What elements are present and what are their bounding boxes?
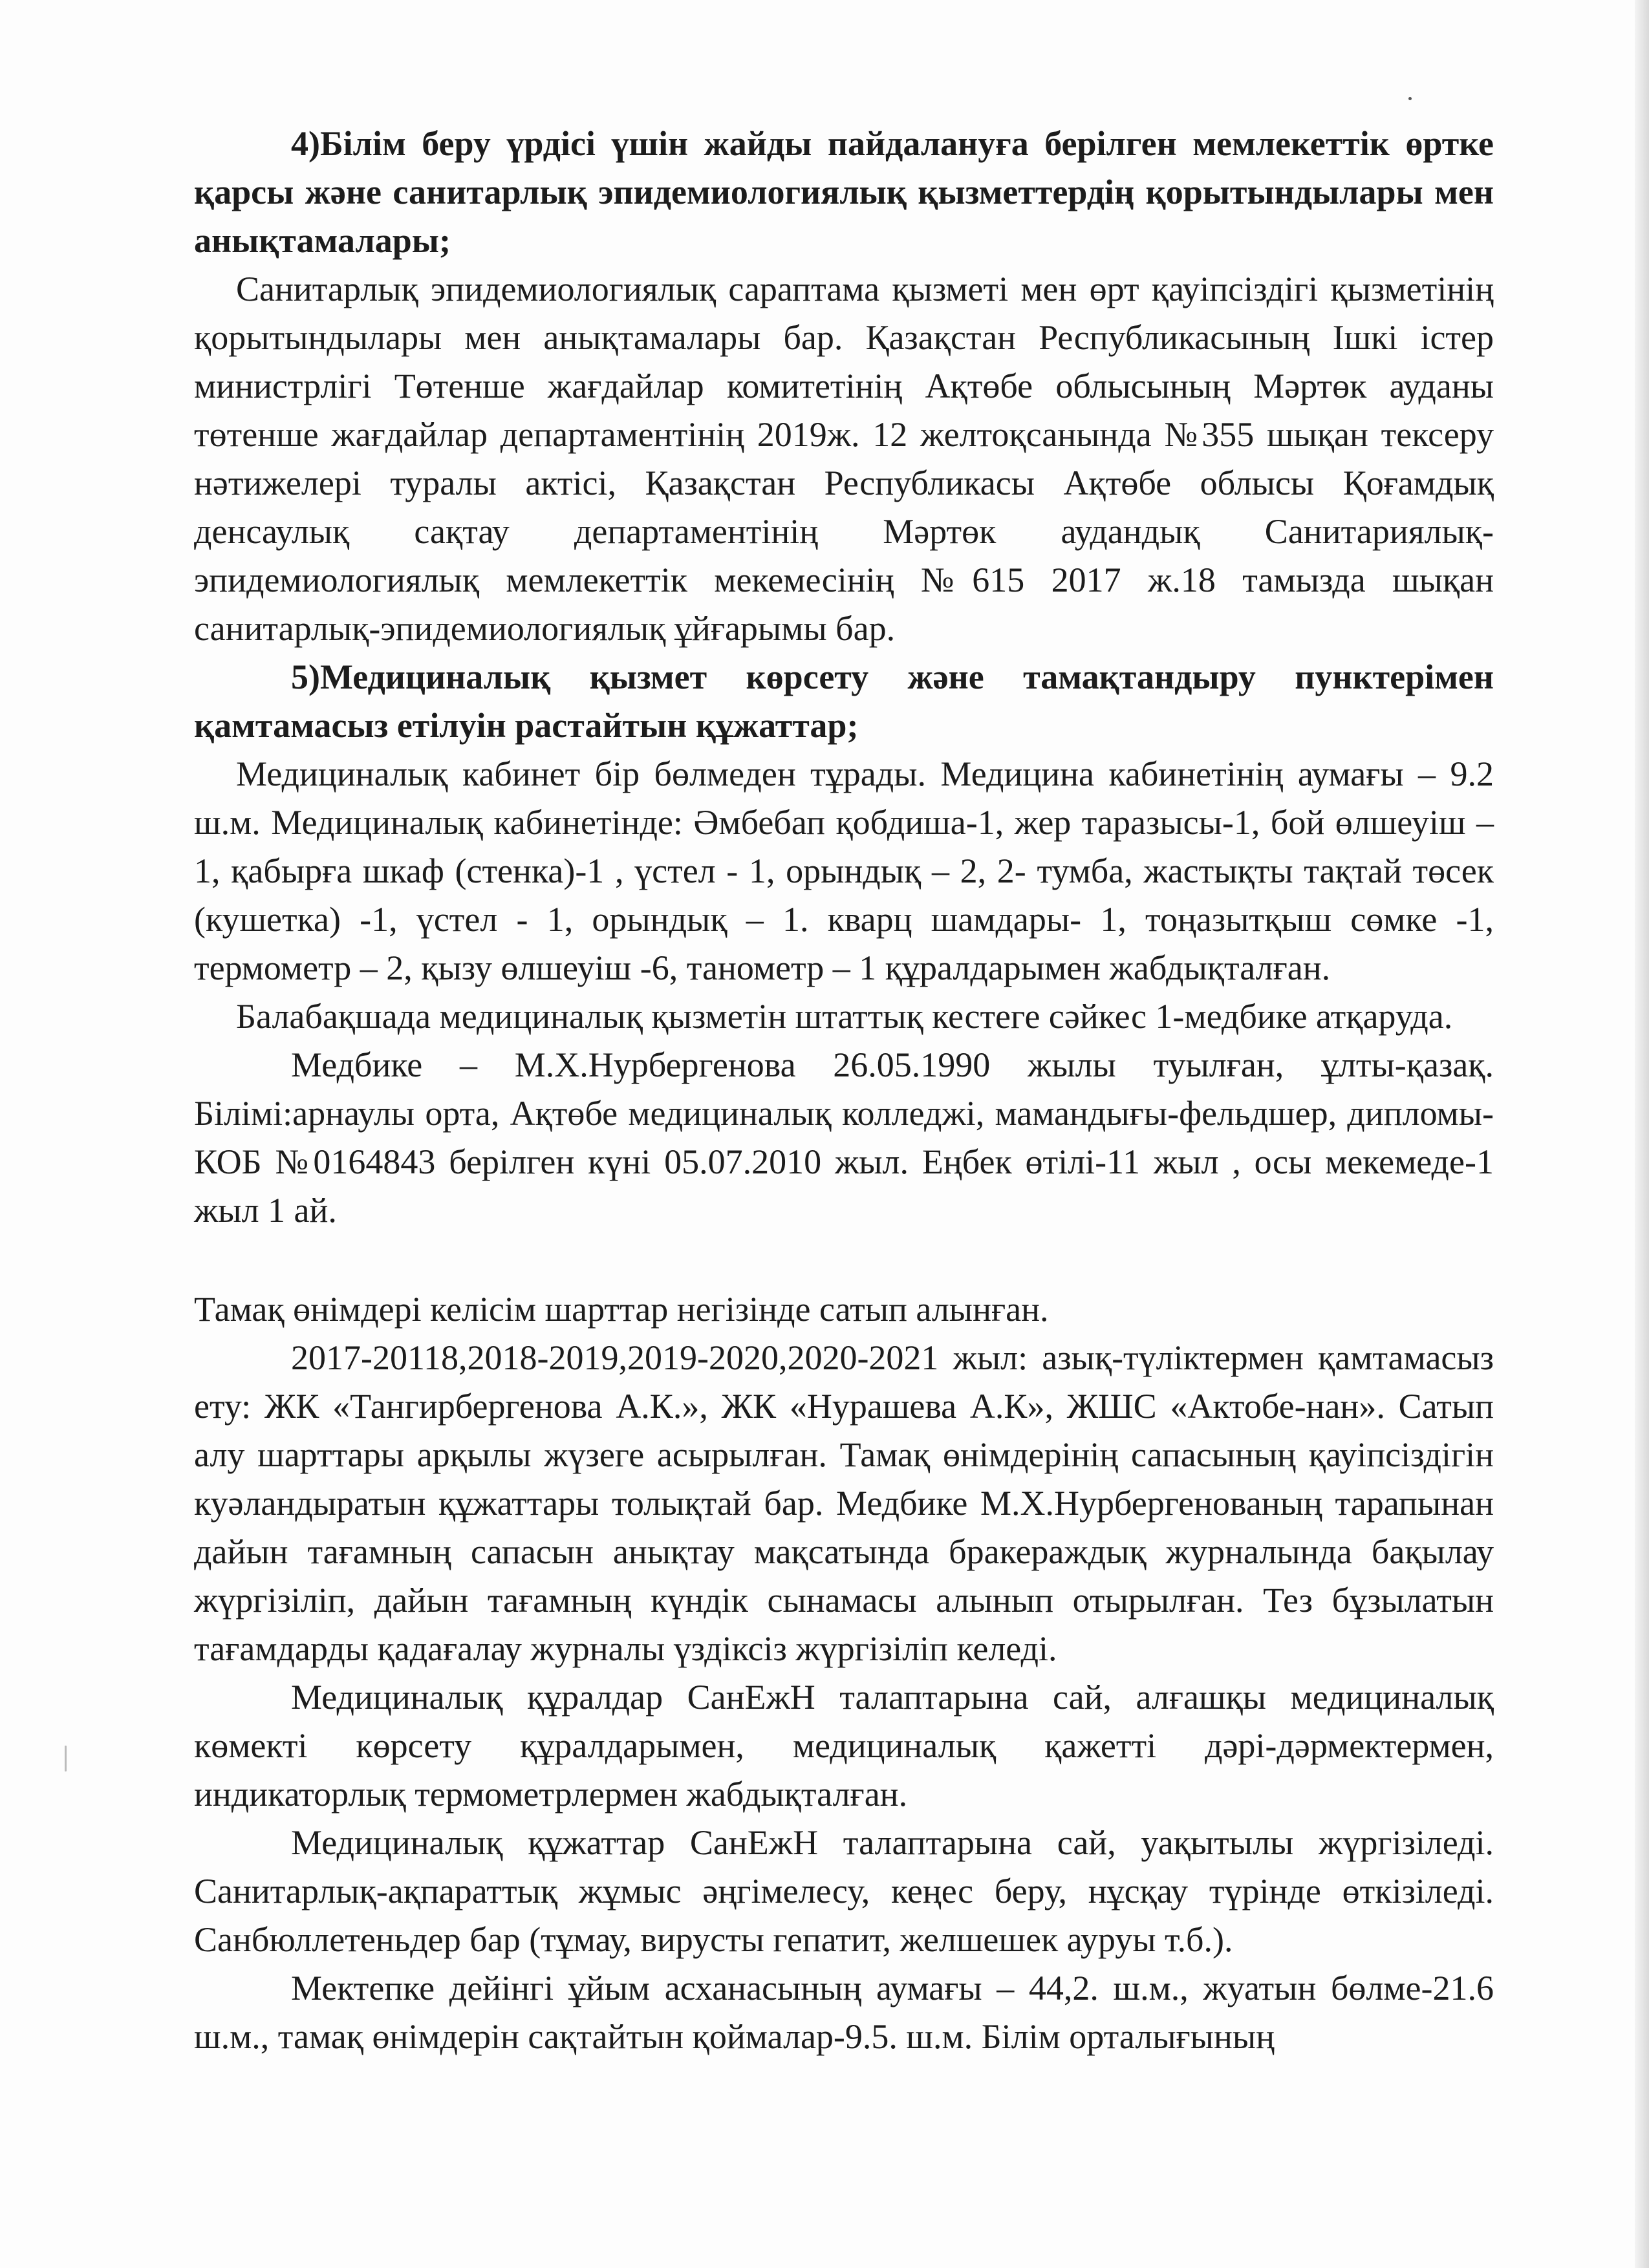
section-4-paragraph: Санитарлық эпидемиологиялық сараптама қызметі мен өрт қауіпсіздігі қызметінің қорытындылары мен анықтамалары бар. Қазақстан Республикасының Ішкі істер министрлігі Төтенше жағдайлар комитетінің Ақтөбе облысының Мәртөк ауданы төтенше жағдайлар департаментінің 2019ж. 12 желтоқсанында №355 шықан тексеру нәтижелері туралы актісі, Қазақстан Республикасы Ақтөбе облысы Қоғамдық денсаулық сақтау департаментінің Мәртөк аудандық Санитариялық-эпидемиологиялық мемлекеттік мекемесінің №615 2017 ж.18 тамызда шықан санитарлық-эпидемиологиялық ұйғарымы бар. xyxy=(194,270,1494,648)
section-5-heading: 5)Медициналық қызмет көрсету және тамақтандыру пунктерімен қамтамасыз етілуін растайтын құжаттар; xyxy=(194,658,1494,745)
nurse-staff-paragraph: Балабақшада медициналық қызметін штаттық кестеге сәйкес 1-медбике атқаруда. xyxy=(236,997,1453,1036)
section-4-heading: 4)Білім беру үрдісі үшін жайды пайдалануға берілген мемлекеттік өртке қарсы және санитарлық эпидемиологиялық қызметтердің қорытындылары мен анықтамалары; xyxy=(194,124,1494,260)
food-supply-paragraph: 2017-20118,2018-2019,2019-2020,2020-2021 жыл: азық-түліктермен қамтамасыз ету: ЖК «Тангирбергенова А.К.», ЖК «Нурашева А.К», ЖШС «Актобе-нан». Сатып алу шарттары арқылы жүзеге асырылған. Тамақ өнімдерінің сапасының қауіпсіздігін куәландыратын құжаттары толықтай бар. Медбике М.Х.Нурбергенованың тарапынан дайын тағамның сапасын анықтау мақсатында бракераждық журналында бақылау жүргізіліп, дайын тағамның күндік сынамасы алынып отырылған. Тез бұзылатын тағамдарды қадағалау журналы үздіксіз жүргізіліп келеді. xyxy=(194,1338,1494,1668)
dining-area-paragraph: Мектепке дейінгі ұйым асханасының аумағы – 44,2. ш.м., жуатын бөлме-21.6 ш.м., тамақ өнімдерін сақтайтын қоймалар-9.5. ш.м. Білім орталығының xyxy=(194,1969,1494,2056)
paragraph-gap xyxy=(194,1235,1494,1285)
scan-speck xyxy=(1408,97,1412,100)
food-products-paragraph: Тамақ өнімдері келісім шарттар негізінде сатып алынған. xyxy=(194,1290,1049,1329)
medical-documents-paragraph: Медициналық құжаттар СанЕжН талаптарына сай, уақытылы жүргізіледі. Санитарлық-ақпараттық жұмыс әңгімелесу, кеңес беру, нұсқау түрінде өткізіледі. Санбюллетеньдер бар (тұмау, вирусты гепатит, желшешек ауруы т.б.). xyxy=(194,1823,1494,1959)
document-body xyxy=(194,120,1494,2061)
scan-edge-shadow xyxy=(1635,0,1649,2268)
medical-equipment-paragraph: Медициналық құралдар СанЕжН талаптарына сай, алғашқы медициналық көмекті көрсету құралдарымен, медициналық қажетті дәрі-дәрмектермен, индикаторлық термометрлермен жабдықталған. xyxy=(194,1678,1494,1813)
medical-cabinet-paragraph: Медициналық кабинет бір бөлмеден тұрады. Медицина кабинетінің аумағы – 9.2 ш.м. Медициналық кабинетінде: Әмбебап қобдиша-1, жер таразысы-1, бой өлшеуіш – 1, қабырға шкаф (стенка)-1 , үстел - 1, орындық – 2, 2- тумба, жастықты тақтай төсек (кушетка) -1, үстел - 1, орындық – 1. кварц шамдары- 1, тоңазытқыш сөмке -1, термометр – 2, қызу өлшеуіш -6, танометр – 1 құралдарымен жабдықталған. xyxy=(194,754,1494,987)
nurse-info-paragraph: Медбике – М.Х.Нурбергенова 26.05.1990 жылы туылған, ұлты-қазақ. Білімі:арнаулы орта, Ақтөбе медициналық колледжі, мамандығы-фельдшер, дипломы-КОБ №0164843 берілген күні 05.07.2010 жыл. Еңбек өтілі-11 жыл , осы мекемеде-1 жыл 1 ай. xyxy=(194,1045,1494,1230)
scan-speck xyxy=(65,1746,67,1771)
